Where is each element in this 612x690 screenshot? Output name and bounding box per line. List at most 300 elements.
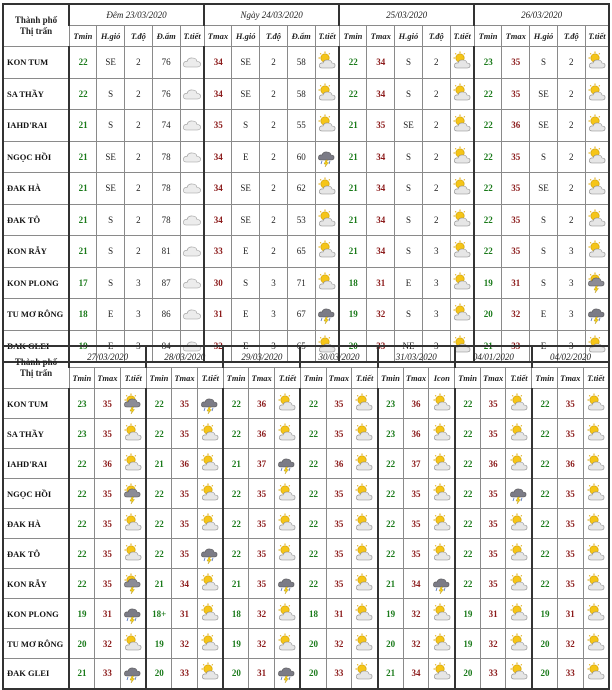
column-header: T.tiết: [274, 368, 300, 389]
hgió-cell: SE: [232, 78, 260, 110]
weather-icon: [450, 173, 474, 205]
tmin-cell: 22: [455, 419, 481, 449]
tmax-cell: 35: [558, 389, 584, 419]
tmax-cell: 35: [502, 141, 530, 173]
column-header: Tmax: [204, 26, 232, 47]
tmax-cell: 34: [204, 78, 232, 110]
tmax-cell: 32: [249, 629, 275, 659]
storm-icon: [200, 543, 220, 565]
tmin-cell: 19: [146, 629, 172, 659]
sun-cloud-icon: [509, 633, 529, 655]
tmin-cell: 22: [146, 419, 172, 449]
đẩm-cell: 81: [152, 236, 180, 268]
sun-cloud-icon: [200, 662, 220, 684]
tmin-cell: 22: [455, 569, 481, 599]
tmin-cell: 20: [474, 299, 502, 331]
sun-cloud-icon: [586, 453, 606, 475]
tmin-cell: 18: [300, 599, 326, 629]
tmax-cell: 35: [249, 509, 275, 539]
city-name: KON RẪY: [3, 236, 69, 268]
weather-icon: [180, 78, 204, 110]
tmin-cell: 18+: [146, 599, 172, 629]
weather-icon: [585, 299, 609, 331]
tmax-cell: 36: [95, 449, 121, 479]
tmax-cell: 32: [172, 629, 198, 659]
weather-icon: [197, 449, 223, 479]
column-header: Tmin: [378, 368, 404, 389]
table-row: [3, 629, 609, 659]
tđộ-cell: 2: [422, 78, 450, 110]
tmax-cell: 35: [95, 509, 121, 539]
tđộ-cell: 2: [557, 204, 585, 236]
tmax-cell: 35: [249, 539, 275, 569]
city-name: KON PLONG: [3, 599, 69, 629]
tđộ-cell: 3: [557, 267, 585, 299]
sun-cloud-icon: [452, 240, 472, 262]
hgió-cell: SE: [97, 173, 125, 205]
tmin-cell: 22: [532, 389, 558, 419]
tmax-cell: 35: [326, 389, 352, 419]
column-header: H.gió: [530, 26, 558, 47]
tmax-cell: 32: [403, 629, 429, 659]
tmin-cell: 20: [300, 629, 326, 659]
sun-cloud-icon: [277, 543, 297, 565]
tmax-cell: 35: [95, 569, 121, 599]
weather-icon: [450, 141, 474, 173]
hgió-cell: E: [232, 299, 260, 331]
hgió-cell: S: [395, 299, 423, 331]
tmin-cell: 22: [223, 509, 249, 539]
column-header: Tmax: [172, 368, 198, 389]
weather-icon: [583, 449, 609, 479]
tmin-cell: 22: [532, 539, 558, 569]
đẩm-cell: 58: [287, 78, 315, 110]
forecast-table-2: [2, 345, 610, 690]
tmin-cell: 22: [474, 236, 502, 268]
column-header: Tmin: [69, 368, 95, 389]
weather-icon: [583, 629, 609, 659]
table-row: [3, 173, 609, 205]
hgió-cell: S: [530, 47, 558, 79]
tmin-cell: 22: [146, 539, 172, 569]
weather-icon: [583, 479, 609, 509]
column-header: Tmax: [403, 368, 429, 389]
tmax-cell: 35: [403, 509, 429, 539]
tmax-cell: 36: [326, 449, 352, 479]
tmin-cell: 22: [300, 389, 326, 419]
date-header: 04/02/2020: [532, 346, 609, 368]
tmin-cell: 21: [223, 449, 249, 479]
tđộ-cell: 2: [557, 47, 585, 79]
tmin-cell: 22: [300, 479, 326, 509]
tđộ-cell: 2: [260, 78, 288, 110]
sun-cloud-icon: [452, 177, 472, 199]
đẩm-cell: 58: [287, 47, 315, 79]
sun-cloud-icon: [452, 209, 472, 231]
sun-cloud-icon: [200, 483, 220, 505]
city-name: ĐAK TÔ: [3, 539, 69, 569]
tđộ-cell: 2: [422, 141, 450, 173]
weather-icon: [450, 236, 474, 268]
tmax-cell: 35: [403, 479, 429, 509]
tmin-cell: 20: [300, 659, 326, 689]
tđộ-cell: 3: [422, 267, 450, 299]
city-name: TU MƠ RÔNG: [3, 629, 69, 659]
tmax-cell: 33: [204, 236, 232, 268]
weather-icon: [197, 419, 223, 449]
tmax-cell: 37: [249, 449, 275, 479]
sun-cloud-icon: [586, 423, 606, 445]
column-header: T.độ: [557, 26, 585, 47]
cloud-icon: [182, 51, 202, 73]
tđộ-cell: 3: [260, 299, 288, 331]
sun-cloud-icon: [587, 114, 607, 136]
đẩm-cell: 76: [152, 78, 180, 110]
sun-cloud-icon: [586, 483, 606, 505]
tmin-cell: 22: [455, 449, 481, 479]
city-name: SA THẦY: [3, 419, 69, 449]
sun-cloud-icon: [200, 603, 220, 625]
table-row: [3, 599, 609, 629]
column-header: T.độ: [260, 26, 288, 47]
column-header: Tmin: [474, 26, 502, 47]
sun-storm-icon: [587, 272, 607, 294]
column-header: T.độ: [125, 26, 153, 47]
tđộ-cell: 2: [422, 204, 450, 236]
date-header: 27/03/2020: [69, 346, 146, 368]
column-header: Tmax: [502, 26, 530, 47]
column-header: Tmax: [480, 368, 506, 389]
tmax-cell: 34: [204, 47, 232, 79]
đẩm-cell: 55: [287, 110, 315, 142]
hgió-cell: SE: [232, 204, 260, 236]
weather-icon: [180, 173, 204, 205]
weather-icon: [274, 659, 300, 689]
đẩm-cell: 74: [152, 110, 180, 142]
weather-icon: [197, 569, 223, 599]
tmin-cell: 18: [69, 299, 97, 331]
tmax-cell: 34: [204, 204, 232, 236]
tmin-cell: 20: [339, 330, 367, 362]
column-header: T.tiết: [180, 26, 204, 47]
tmax-cell: 30: [204, 267, 232, 299]
weather-icon: [429, 629, 455, 659]
column-header: Tmax: [326, 368, 352, 389]
table-row: [3, 78, 609, 110]
hgió-cell: S: [232, 110, 260, 142]
tmin-cell: 19: [69, 599, 95, 629]
storm-icon: [277, 453, 297, 475]
tmax-cell: 36: [403, 419, 429, 449]
tmin-cell: 21: [146, 569, 172, 599]
city-name: NGỌC HỒI: [3, 141, 69, 173]
tmin-cell: 20: [455, 659, 481, 689]
sun-cloud-icon: [123, 423, 143, 445]
tđộ-cell: 3: [557, 330, 585, 362]
tmin-cell: 21: [339, 173, 367, 205]
tmin-cell: 22: [223, 539, 249, 569]
tmin-cell: 19: [532, 599, 558, 629]
weather-icon: [506, 629, 532, 659]
sun-cloud-icon: [432, 543, 452, 565]
date-header: 25/03/2020: [339, 4, 474, 26]
cloud-icon: [182, 146, 202, 168]
storm-icon: [317, 303, 337, 325]
tmax-cell: 32: [367, 299, 395, 331]
weather-icon: [506, 539, 532, 569]
đẩm-cell: 78: [152, 173, 180, 205]
tmin-cell: 23: [378, 389, 404, 419]
hgió-cell: SE: [232, 47, 260, 79]
cloud-icon: [182, 272, 202, 294]
city-name: ĐAK GLEI: [3, 659, 69, 689]
weather-icon: [274, 629, 300, 659]
đẩm-cell: 84: [152, 330, 180, 362]
tmin-cell: 22: [146, 389, 172, 419]
tmax-cell: 35: [95, 479, 121, 509]
tđộ-cell: 2: [125, 47, 153, 79]
sun-cloud-icon: [354, 423, 374, 445]
weather-icon: [120, 539, 146, 569]
weather-icon: [197, 629, 223, 659]
weather-icon: [197, 389, 223, 419]
tmax-cell: 35: [480, 539, 506, 569]
city-name: KON PLONG: [3, 267, 69, 299]
sun-cloud-icon: [586, 573, 606, 595]
weather-icon: [180, 267, 204, 299]
hgió-cell: S: [395, 173, 423, 205]
tmin-cell: 22: [69, 449, 95, 479]
weather-icon: [352, 659, 378, 689]
table-row: [3, 141, 609, 173]
sun-cloud-icon: [587, 51, 607, 73]
weather-icon: [506, 479, 532, 509]
đẩm-cell: 65: [287, 330, 315, 362]
tmax-cell: 35: [558, 569, 584, 599]
weather-icon: [352, 509, 378, 539]
tmin-cell: 22: [532, 509, 558, 539]
tmin-cell: 22: [532, 479, 558, 509]
tđộ-cell: 2: [260, 110, 288, 142]
tmax-cell: 32: [326, 629, 352, 659]
weather-icon: [274, 569, 300, 599]
sun-cloud-icon: [123, 513, 143, 535]
date-header: 30/03/2020: [300, 346, 377, 368]
weather-icon: [352, 449, 378, 479]
tmax-cell: 34: [367, 141, 395, 173]
weather-icon: [506, 449, 532, 479]
tmin-cell: 23: [69, 389, 95, 419]
table-row: [3, 267, 609, 299]
tmin-cell: 22: [69, 479, 95, 509]
column-header: Tmin: [532, 368, 558, 389]
tđộ-cell: 3: [260, 330, 288, 362]
tđộ-cell: 3: [557, 299, 585, 331]
tđộ-cell: 2: [125, 78, 153, 110]
hgió-cell: S: [232, 267, 260, 299]
tmax-cell: 31: [95, 599, 121, 629]
weather-icon: [180, 204, 204, 236]
tmin-cell: 22: [69, 569, 95, 599]
weather-icon: [352, 599, 378, 629]
tđộ-cell: 2: [125, 204, 153, 236]
tmax-cell: 34: [367, 78, 395, 110]
weather-icon: [585, 267, 609, 299]
tmax-cell: 34: [367, 47, 395, 79]
column-header: Tmax: [95, 368, 121, 389]
column-header: Tmin: [69, 26, 97, 47]
hgió-cell: E: [97, 330, 125, 362]
tmax-cell: 32: [480, 629, 506, 659]
đẩm-cell: 71: [287, 267, 315, 299]
tmax-cell: 33: [480, 659, 506, 689]
đẩm-cell: 62: [287, 173, 315, 205]
tđộ-cell: 2: [557, 141, 585, 173]
tmin-cell: 21: [378, 569, 404, 599]
date-header: Ngày 24/03/2020: [204, 4, 339, 26]
tmin-cell: 22: [455, 509, 481, 539]
sun-cloud-icon: [317, 240, 337, 262]
tmax-cell: 35: [326, 509, 352, 539]
tmin-cell: 23: [69, 419, 95, 449]
tmax-cell: 34: [403, 569, 429, 599]
hgió-cell: E: [530, 330, 558, 362]
hgió-cell: S: [97, 267, 125, 299]
storm-icon: [587, 303, 607, 325]
tmin-cell: 22: [223, 479, 249, 509]
column-header: Tmax: [249, 368, 275, 389]
column-header: H.gió: [395, 26, 423, 47]
weather-icon: [315, 141, 339, 173]
weather-icon: [180, 299, 204, 331]
date-header: 29/03/2020: [223, 346, 300, 368]
tmin-cell: 19: [455, 599, 481, 629]
hgió-cell: SE: [530, 110, 558, 142]
tmax-cell: 37: [403, 449, 429, 479]
hgió-cell: E: [530, 299, 558, 331]
sun-cloud-icon: [432, 662, 452, 684]
tđộ-cell: 2: [260, 204, 288, 236]
weather-icon: [352, 419, 378, 449]
tmin-cell: 22: [474, 78, 502, 110]
tđộ-cell: 2: [125, 173, 153, 205]
column-header: Tmin: [300, 368, 326, 389]
hgió-cell: S: [530, 267, 558, 299]
weather-icon: [352, 479, 378, 509]
đẩm-cell: 53: [287, 204, 315, 236]
tmin-cell: 18: [339, 267, 367, 299]
tmax-cell: 35: [502, 173, 530, 205]
weather-icon: [583, 569, 609, 599]
tmin-cell: 22: [339, 47, 367, 79]
sun-cloud-icon: [432, 633, 452, 655]
tmax-cell: 35: [558, 509, 584, 539]
sun-cloud-icon: [123, 543, 143, 565]
tmax-cell: 35: [172, 419, 198, 449]
sun-cloud-icon: [354, 543, 374, 565]
tđộ-cell: 2: [422, 47, 450, 79]
column-header: Đ.ẩm: [287, 26, 315, 47]
sun-cloud-icon: [586, 603, 606, 625]
tmin-cell: 22: [300, 569, 326, 599]
weather-icon: [274, 539, 300, 569]
đẩm-cell: 86: [152, 299, 180, 331]
tmin-cell: 22: [69, 509, 95, 539]
weather-icon: [315, 110, 339, 142]
tmin-cell: 22: [378, 509, 404, 539]
city-name: KON TUM: [3, 389, 69, 419]
tmin-cell: 22: [474, 204, 502, 236]
sun-cloud-icon: [317, 272, 337, 294]
weather-icon: [352, 389, 378, 419]
tmax-cell: 35: [326, 419, 352, 449]
sun-cloud-icon: [354, 513, 374, 535]
tmax-cell: 35: [172, 509, 198, 539]
hgió-cell: S: [395, 204, 423, 236]
cloud-icon: [182, 83, 202, 105]
tđộ-cell: 2: [125, 236, 153, 268]
column-header: H.gió: [97, 26, 125, 47]
weather-icon: [274, 479, 300, 509]
tđộ-cell: 3: [557, 236, 585, 268]
tmin-cell: 20: [378, 629, 404, 659]
storm-icon: [509, 483, 529, 505]
tđộ-cell: 3: [125, 299, 153, 331]
tmax-cell: 33: [367, 330, 395, 362]
hgió-cell: S: [97, 110, 125, 142]
tmax-cell: 32: [558, 629, 584, 659]
storm-icon: [123, 662, 143, 684]
sun-cloud-icon: [277, 633, 297, 655]
sun-cloud-icon: [509, 423, 529, 445]
tmax-cell: 36: [502, 110, 530, 142]
table-row: [3, 110, 609, 142]
weather-icon: [585, 78, 609, 110]
đẩm-cell: 87: [152, 267, 180, 299]
tmax-cell: 31: [326, 599, 352, 629]
weather-icon: [315, 47, 339, 79]
weather-icon: [180, 110, 204, 142]
weather-icon: [429, 479, 455, 509]
cloud-icon: [182, 240, 202, 262]
sun-cloud-icon: [586, 393, 606, 415]
sun-cloud-icon: [277, 423, 297, 445]
tmin-cell: 22: [69, 78, 97, 110]
sun-cloud-icon: [432, 513, 452, 535]
hgió-cell: S: [395, 236, 423, 268]
weather-icon: [120, 599, 146, 629]
table-row: [3, 299, 609, 331]
tmin-cell: 19: [378, 599, 404, 629]
tmax-cell: 31: [480, 599, 506, 629]
column-header: T.độ: [422, 26, 450, 47]
sun-cloud-icon: [317, 209, 337, 231]
tmax-cell: 35: [558, 419, 584, 449]
hgió-cell: S: [530, 141, 558, 173]
weather-icon: [197, 659, 223, 689]
tmin-cell: 21: [69, 110, 97, 142]
tmin-cell: 22: [69, 47, 97, 79]
tmin-cell: 21: [339, 110, 367, 142]
tmax-cell: 31: [502, 267, 530, 299]
tmax-cell: 35: [95, 539, 121, 569]
đẩm-cell: 65: [287, 236, 315, 268]
tmin-cell: 22: [378, 479, 404, 509]
storm-icon: [123, 603, 143, 625]
forecast-table-1: [2, 3, 610, 363]
sun-cloud-icon: [432, 603, 452, 625]
tmax-cell: 35: [326, 539, 352, 569]
